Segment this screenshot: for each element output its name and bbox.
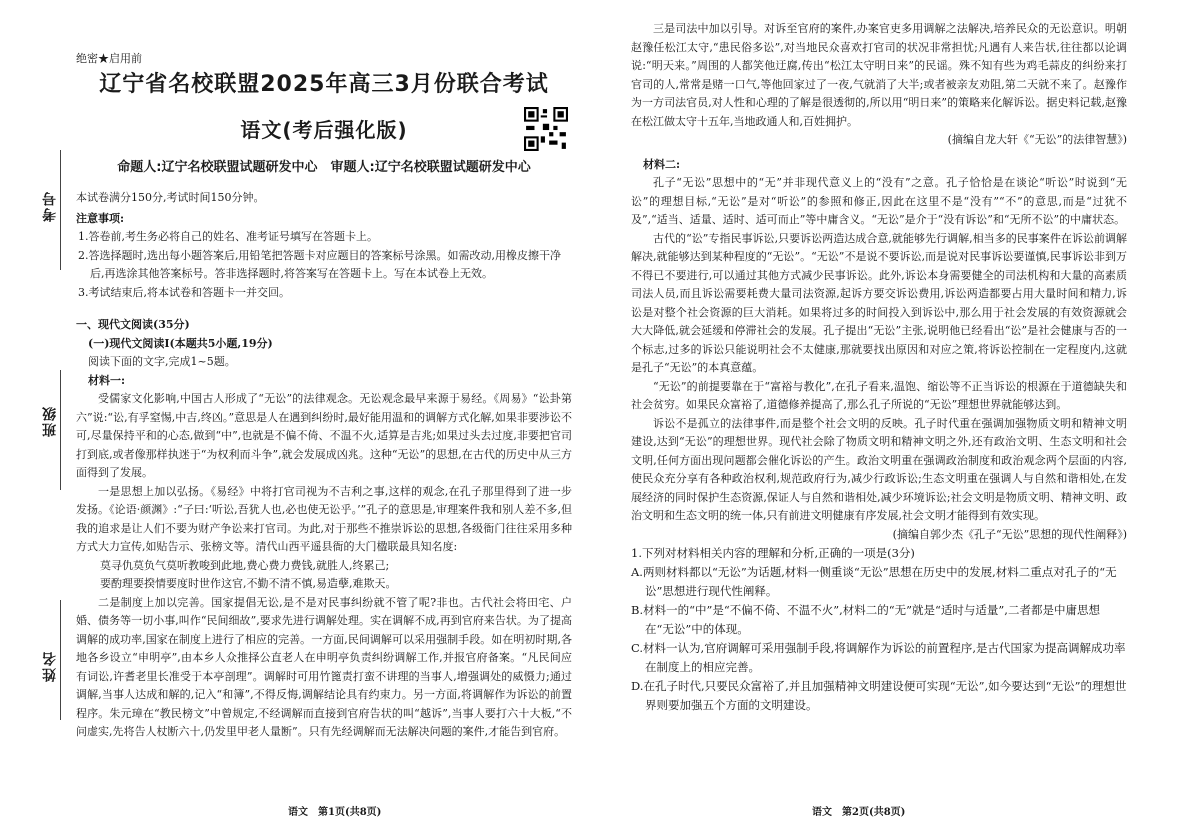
notice-item: 2.答选择题时,选出每小题答案后,用铅笔把答题卡对应题目的答案标号涂黑。如需改动,用橡皮擦干净后,再选涂其他答案标号。答非选择题时,将答案写在答题卡上。写在本试卷上无效。 — [78, 248, 561, 280]
option-d: D.在孔子时代,只要民众富裕了,并且加强精神文明建设便可实现“无讼”,如今要达到“无讼”的理想世界则要加强五个方面的文明建设。 — [631, 679, 1127, 712]
authors-line: 命题人:辽宁名校联盟试题研发中心 审题人:辽宁名校联盟试题研发中心 — [117, 159, 531, 175]
paragraph: 三是司法中加以引导。对诉至官府的案件,办案官吏多用调解之法解决,培养民众的无讼意识。明朝赵豫任松江太守,“患民俗多讼”,对当地民众喜欢打官司的状况非常担忧;凡遇有人来告状,往往都以论调说:“明天来。”周围的人都笑他迂腐,传出“松江太守明日来”的民谣。殊不知有些为鸡毛蒜皮的纠纷来打官司的人,常常是赌一口气,等他回家过了一夜,气就消了大半;或者被亲友劝阻,第二天就不来了。赵豫作为一方司法官员,对人性和心理的了解是很透彻的,所以用“明日来”的策略来化解诉讼。据史料记载,赵豫在松江做太守十五年,当地政通人和,百姓拥护。 — [631, 22, 1127, 128]
question-1 — [631, 544, 1127, 715]
material-2-label: 材料二: — [643, 157, 681, 171]
page-2 — [631, 20, 1127, 715]
exam-number-line — [60, 150, 61, 270]
paragraph: 一是思想上加以弘扬。《易经》中将打官司视为不吉利之事,这样的观念,在孔子那里得到了进一步发扬。《论语·颜渊》:“子曰:‘听讼,吾犹人也,必也使无讼乎。’”孔子的意思是,审理案件我和别人差不多,但我的追求是让人们不要为财产争讼来打官司。为此,对于那些不推崇诉讼的思想,各级衙门往往采用多种方式大力宣传,如贴告示、张榜文等。清代山西平遥县衙的大门楹联最具知名度: — [76, 484, 572, 553]
notice-item: 1.答卷前,考生务必将自己的姓名、准考证号填写在答题卡上。 — [78, 230, 378, 243]
exam-number-label: 考号 — [42, 190, 58, 222]
option-c: C.材料一认为,官府调解可采用强制手段,将调解作为诉讼的前置程序,是古代国家为提高调解成功率在制度上的相应完善。 — [631, 641, 1126, 674]
paragraph: 受儒家文化影响,中国古人形成了“无讼”的法律观念。无讼观念最早来源于易经。《周易》“讼卦第六”说:“讼,有孚窒惕,中吉,终凶。”意思是人在遇到纠纷时,最好能用温和的调解方式化解,如果非要涉讼不可,尽量保持平和的心态,做到“中”,也就是不偏不倚、不温不火,适算是吉兆;如果过头去过度,非要把官司打到底,或者像那样执迷于“为权利而斗争”,就会发展成凶兆。这种“无讼”的思想,在古代的历史中从三方面得到了发展。 — [76, 392, 572, 479]
class-label: 班级 — [42, 405, 58, 437]
subtitle-row — [76, 103, 572, 159]
exam-info: 本试卷满分150分,考试时间150分钟。 — [76, 191, 265, 204]
couplet-line: 要酌理要揆情要度时世作这官,不勤不清不慎,易造孽,难欺天。 — [100, 577, 397, 590]
footer-page-1: 语文 第1页(共8页) — [288, 807, 382, 818]
notice-heading: 注意事项: — [76, 211, 125, 225]
question-stem: 1.下列对材料相关内容的理解和分析,正确的一项是(3分) — [631, 546, 915, 560]
couplet-line: 莫寻仇莫负气莫听教唆到此地,费心费力费钱,就胜人,终累己; — [100, 558, 390, 572]
material-1-label: 材料一: — [88, 373, 126, 387]
qr-code-icon — [524, 107, 568, 151]
paragraph: 诉讼不是孤立的法律事件,而是整个社会文明的反映。孔子时代重在强调加强物质文明和精神文明建设,达到“无讼”的理想世界。现代社会除了物质文明和精神文明之外,还有政治文明、生态文明和社会文明,任何方面出现问题都会催化诉讼的产生。政治文明重在强调政治制度和政治观念两个层面的内容,使民众充分享有各种政治权利,规范政府行为,减少行政诉讼;生态文明重在强调人与自然和谐相处,在发展经济的同时保护生态资源,保证人与自然和谐相处,减少环境诉讼;社会文明是物质文明、精神文明、政治文明和生态文明的统一体,只有前进文明健康有序发展,社会文明才能得到有效实现。 — [631, 416, 1127, 522]
paragraph: “无讼”的前提要靠在于“富裕与教化”,在孔子看来,温饱、缩讼等不正当诉讼的根源在于道德缺失和社会贫穷。如果民众富裕了,道德修养提高了,那么孔子所说的“无讼”理想世界就能够达到。 — [631, 379, 1127, 411]
exam-subtitle: 语文(考后强化版) — [240, 118, 408, 143]
option-b: B.材料一的“中”是“不偏不倚、不温不火”,材料二的“无”就是“适时与适量”,二者都是中庸思想在“无讼”中的体现。 — [631, 603, 1100, 636]
notice-item: 3.考试结束后,将本试卷和答题卡一并交回。 — [78, 285, 290, 299]
subsection-heading: (一)现代文阅读Ⅰ(本题共5小题,19分) — [88, 336, 273, 350]
name-line — [60, 600, 61, 720]
paragraph: 二是制度上加以完善。国家提倡无讼,是不是对民事纠纷就不管了呢?非也。古代社会将田宅、户婚、债务等一切小事,叫作“民间细故”,要求先进行调解处理。实在调解不成,再到官府来告状。为了提高调解的成功率,国家在制度上进行了相应的完善。一方面,民间调解可以采用强制手段。如在明初时期,各地各乡设立“申明亭”,由本乡人众推择公直老人在申明亭负责纠纷调解工作,并报官府备案。“凡民间应有词讼,许耆老里长准受于本亭剖理”。调解时可用竹篦责打蛮不讲理的当事人,增强调处的威慑力;通过调解,当事人达成和解的,记入“和簿”,不得反悔,调解结论具有约束力。另一方面,将调解作为诉讼的前置程序。朱元璋在“教民榜文”中曾规定,不经调解而直接到官府告状的叫“越诉”,当事人要打六十大板,“不问虚实,先将告人杖断六十,仍发里甲老人量断”。只有先经调解而无法解决问题的案件,才能告到官府。 — [76, 595, 572, 738]
instruction: 阅读下面的文字,完成1~5题。 — [88, 355, 236, 368]
paragraph: 孔子“无讼”思想中的“无”并非现代意义上的“没有”之意。孔子恰恰是在谈论“听讼”时说到“无讼”的理想目标,“无讼”是对“听讼”的参照和修正,因此在这里不是“没有”“不”的意思,而是“过犹不及”,“适当、适量、适时、适可而止”等中庸含义。“无讼”是介于“没有诉讼”和“无所不讼”的中庸状态。 — [631, 176, 1127, 226]
section-heading: 一、现代文阅读(35分) — [76, 318, 190, 331]
name-label: 姓名 — [42, 650, 58, 682]
option-a: A.两则材料都以“无讼”为话题,材料一侧重谈“无讼”思想在历史中的发展,材料二重点对孔子的“无讼”思想进行现代性阐释。 — [631, 565, 1117, 598]
paragraph: 古代的“讼”专指民事诉讼,只要诉讼两造达成合意,就能够先行调解,相当多的民事案件在诉讼前调解解决,就能够达到某种程度的“无讼”。“无讼”不是说不要诉讼,而是说对民事诉讼要谨慎,民事诉讼非到万不得已不要进行,可以通过其他方式减少民事诉讼。此外,诉讼本身需要健全的司法机构和大量的高素质司法人员,而且诉讼需要耗费大量司法资源,起诉方要交诉讼费用,诉讼两造都要占用大量时间和精力,诉讼是对整个社会资源的巨大消耗。如果将过多的时间投入到诉讼中,那么用于社会发展的有效资源就会大大降低,就会延缓和停滞社会的发展。孔子提出“无讼”主张,说明他已经看出“讼”是社会健康与否的一个标志,过多的诉讼只能说明社会不太健康,那就要找出原因和对应之策,将诉讼控制在一定程度内,这就是孔子“无讼”的本真意蕴。 — [631, 231, 1127, 374]
footer-page-2: 语文 第2页(共8页) — [812, 807, 906, 818]
secret-label: 绝密★启用前 — [76, 52, 142, 65]
page-1 — [76, 50, 572, 742]
class-line — [60, 370, 61, 490]
source-note: (摘编自龙大轩《“无讼”的法律智慧》) — [947, 133, 1127, 146]
source-note: (摘编自郭少杰《孔子“无讼”思想的现代性阐释》) — [892, 527, 1127, 541]
exam-title: 辽宁省名校联盟2025年高三3月份联合考试 — [99, 71, 549, 97]
